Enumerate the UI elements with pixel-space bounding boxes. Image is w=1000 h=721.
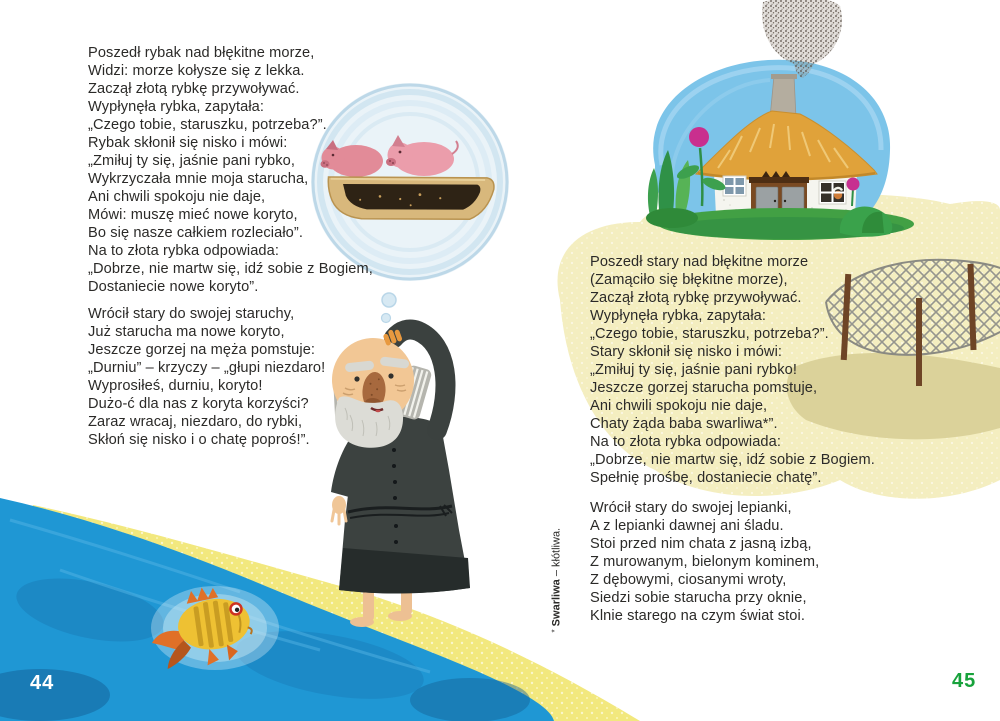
poem-line: Dużo-ć dla nas z koryta korzyści? bbox=[88, 396, 309, 412]
footnote-term: Swarliwa bbox=[550, 579, 563, 627]
eye-right bbox=[388, 373, 393, 378]
poem-line: „Dobrze, nie martw się, idź sobie z Bogiem. bbox=[590, 452, 875, 468]
page-number-left: 44 bbox=[30, 672, 55, 694]
poem-line: Z dębowymi, ciosanymi wroty, bbox=[590, 572, 787, 588]
beard bbox=[335, 396, 403, 447]
poem-line: Wrócił stary do swojej lepianki, bbox=[590, 500, 792, 516]
poem-line: „Czego tobie, staruszku, potrzeba?”. bbox=[88, 117, 327, 133]
left-page-stanza-2 bbox=[88, 305, 325, 449]
poem-line: Już starucha ma nowe koryto, bbox=[88, 324, 285, 340]
footnote-definition: – kłótliwa. bbox=[550, 527, 563, 580]
cottage-window-right bbox=[819, 181, 846, 204]
pink-flower-right bbox=[847, 178, 860, 191]
pink-flower-left bbox=[689, 127, 709, 147]
poem-line: Wykrzyczała mnie moja starucha, bbox=[88, 171, 309, 187]
poem-line: Zaczął złotą rybkę przywoływać. bbox=[88, 81, 300, 97]
page-number-right: 45 bbox=[952, 670, 977, 692]
poem-line: A z lepianki dawnej ani śladu. bbox=[590, 518, 784, 534]
poem-line: Stary skłonił się nisko i mówi: bbox=[590, 344, 783, 360]
poem-line: Widzi: morze kołysze się z lekka. bbox=[88, 63, 305, 79]
poem-line: Mówi: muszę mieć nowe koryto, bbox=[88, 207, 298, 223]
poem-line: Siedzi sobie starucha przy oknie, bbox=[590, 590, 807, 606]
poem-line: „Zmiłuj ty się, jaśnie pani rybko! bbox=[590, 362, 797, 378]
poem-line: Ani chwili spokoju nie daje, bbox=[590, 398, 768, 414]
poem-line: Zaraz wracaj, niezdaro, do rybki, bbox=[88, 414, 303, 430]
poem-line: Wrócił stary do swojej staruchy, bbox=[88, 306, 295, 322]
footnote-marker: * bbox=[550, 629, 560, 633]
poem-line: Poszedł rybak nad błękitne morze, bbox=[88, 45, 315, 61]
poem-line: Jeszcze gorzej na męża pomstuje: bbox=[88, 342, 316, 358]
eye-left bbox=[354, 376, 359, 381]
fisherman-illustration bbox=[315, 290, 480, 640]
poem-line: Dostaniecie nowe koryto”. bbox=[88, 279, 259, 295]
poem-line: Na to złota rybka odpowiada: bbox=[590, 434, 782, 450]
poem-line: Rybak skłonił się nisko i mówi: bbox=[88, 135, 288, 151]
poem-line: Zaczął złotą rybkę przywoływać. bbox=[590, 290, 802, 306]
poem-line: Wyprosiłeś, durniu, koryto! bbox=[88, 378, 263, 394]
footnote-vertical bbox=[551, 511, 566, 633]
poem-line: Na to złota rybka odpowiada: bbox=[88, 243, 280, 259]
left-page-stanza-1 bbox=[88, 44, 373, 296]
poem-line: „Durniu” – krzyczy – „głupi niezdaro! bbox=[88, 360, 326, 376]
poem-line: „Czego tobie, staruszku, potrzeba?”. bbox=[590, 326, 829, 342]
poem-line: Ani chwili spokoju nie daje, bbox=[88, 189, 266, 205]
poem-line: Wypłynęła rybka, zapytała: bbox=[88, 99, 265, 115]
poem-line: Wypłynęła rybka, zapytała: bbox=[590, 308, 767, 324]
poem-line: Stoi przed nim chata z jasną izbą, bbox=[590, 536, 812, 552]
poem-line: (Zamąciło się błękitne morze), bbox=[590, 272, 788, 288]
poem-line: Z murowanym, bielonym kominem, bbox=[590, 554, 820, 570]
poem-line: Jeszcze gorzej starucha pomstuje, bbox=[590, 380, 818, 396]
poem-line: Klnie starego na czym świat stoi. bbox=[590, 608, 805, 624]
poem-line: Spełnię prośbę, dostaniecie chatę”. bbox=[590, 470, 822, 486]
fisherman bbox=[329, 327, 470, 627]
left-hand bbox=[332, 496, 346, 524]
cottage-window-left bbox=[723, 176, 746, 196]
net-pole bbox=[916, 298, 922, 386]
right-page-stanza-2 bbox=[590, 499, 819, 625]
poem-line: „Dobrze, nie martw się, idź sobie z Bogiem, bbox=[88, 261, 373, 277]
thought-trail-bubbles bbox=[382, 293, 397, 323]
poem-line: Chaty żąda baba swarliwa*”. bbox=[590, 416, 778, 432]
poem-line: Poszedł stary nad błękitne morze bbox=[590, 254, 809, 270]
poem-line: Bo się nasze całkiem rozleciało”. bbox=[88, 225, 303, 241]
poem-line: Skłoń się nisko i o chatę poproś!”. bbox=[88, 432, 310, 448]
poem-line: „Zmiłuj ty się, jaśnie pani rybko, bbox=[88, 153, 295, 169]
right-page-stanza-1 bbox=[590, 253, 875, 487]
